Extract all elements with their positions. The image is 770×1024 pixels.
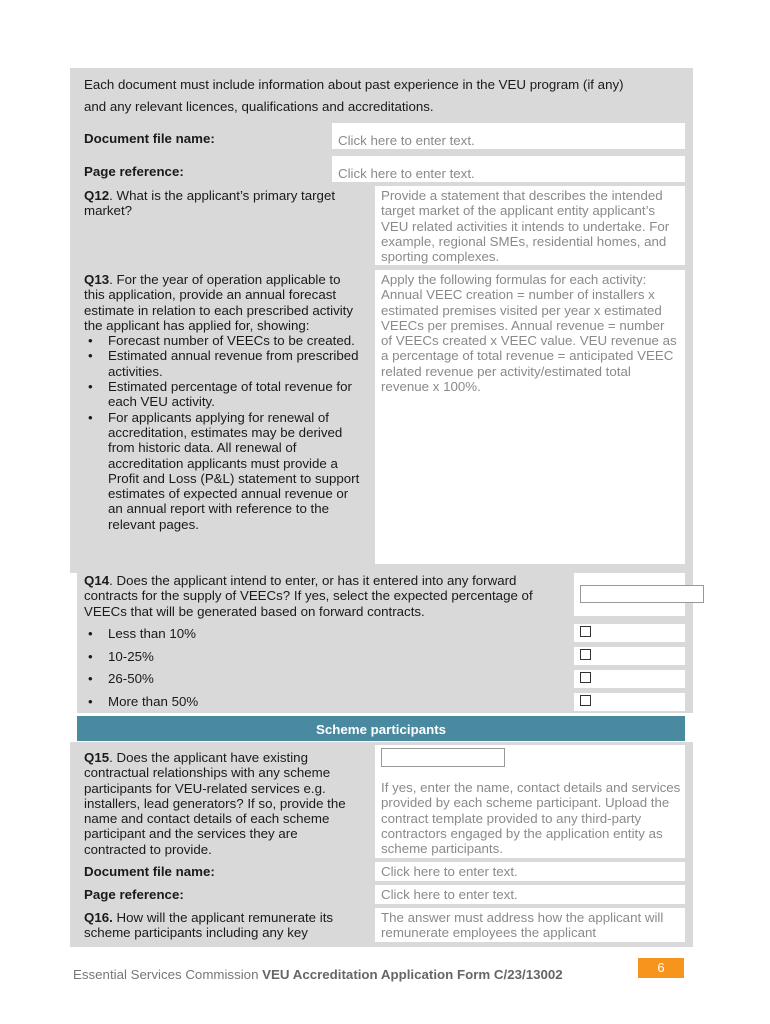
document-file-name-label: Document file name: [84,864,215,879]
q14-number: Q14 [84,573,110,588]
q16-question [84,910,364,941]
q14-option-label: • 10-25% [84,649,154,664]
q16-text: How will the applicant remunerate its scheme participants including any key [84,910,334,941]
document-file-name-field[interactable]: Click here to enter text. [332,123,685,149]
q14-option-label: • Less than 10% [84,626,196,641]
footer-form-title: VEU Accreditation Application Form C/23/13002 [262,967,563,982]
checkbox-icon [580,672,591,683]
q15-text: . Does the applicant have existing contractual relationships with any scheme participants for VEU-related services e.g. installers, lead generators? If so, provide the name and contact details of each scheme participant and the services they are contracted to provide. [84,750,346,857]
q14-option-checkbox[interactable] [574,624,685,642]
q13-question [84,272,364,532]
q13-bullet: • Forecast number of VEECs to be created. [84,333,364,348]
q13-text: . For the year of operation applicable to this application, provide an annual forecast estimate in relation to each prescribed activity the applicant has applied for, showing: [84,272,354,333]
page-reference-label: Page reference: [84,164,184,179]
intro-line-2: and any relevant licences, qualifications and accreditations. [84,99,434,114]
q13-bullet: • Estimated annual revenue from prescribed activities. [84,348,364,379]
q14-question [84,573,564,619]
q12-text: . What is the applicant’s primary target market? [84,188,336,219]
q13-number: Q13 [84,272,110,287]
checkbox-icon [580,695,591,706]
q15-guidance-text[interactable]: If yes, enter the name, contact details and services provided by each scheme participant. Upload the contract template provided to any third-party contractors engaged by the application entity as scheme participants. [381,780,681,857]
checkbox-icon [580,649,591,660]
q13-guidance-field[interactable]: Apply the following formulas for each activity: Annual VEEC creation = number of installers x estimated premises visited per year x estimated VEECs per premises. Annual revenue = number of VEECs created x VEEC value. VEU revenue as a percentage of total revenue = anticipated VEEC related revenue per activity/estimated total revenue x 100%. [375,270,685,564]
q14-option-label: • More than 50% [84,694,198,709]
q14-option-checkbox[interactable] [574,670,685,688]
q14-input-cell [574,573,685,616]
page-number-badge: 6 [638,958,684,978]
intro-line-1: Each document must include information about past experience in the VEU program (if any) [84,77,624,92]
q15-question [84,750,359,857]
q14-option-checkbox[interactable] [574,693,685,711]
footer-org: Essential Services Commission [73,967,263,982]
page-reference-field[interactable]: Click here to enter text. [375,885,685,904]
q12-number: Q12 [84,188,110,203]
q14-percentage-input[interactable] [580,585,704,603]
q12-guidance-field[interactable]: Provide a statement that describes the intended target market of the applicant entity applicant’s VEU related activities it intends to undertake. For example, regional SMEs, residential homes, and sporting complexes. [375,186,685,265]
section-title: Scheme participants [315,722,447,737]
q16-guidance-field[interactable]: The answer must address how the applicant will remunerate employees the applicant [375,908,685,942]
checkbox-icon [580,626,591,637]
footer-text [73,967,563,982]
q15-answer-cell [375,745,685,858]
q14-text: . Does the applicant intend to enter, or has it entered into any forward contracts for the supply of VEECs? If yes, select the expected percentage of VEECs that will be generated based on forward contracts. [84,573,533,619]
document-file-name-label: Document file name: [84,131,215,146]
q15-yes-no-input[interactable] [381,748,505,767]
page-reference-field[interactable]: Click here to enter text. [332,156,685,182]
q12-question [84,188,364,219]
q15-number: Q15 [84,750,110,765]
document-file-name-field[interactable]: Click here to enter text. [375,862,685,881]
q13-bullet: • Estimated percentage of total revenue for each VEU activity. [84,379,364,410]
q16-number: Q16. [84,910,113,925]
q14-option-label: • 26-50% [84,671,154,686]
q14-option-checkbox[interactable] [574,647,685,665]
q13-bullet: • For applicants applying for renewal of accreditation, estimates may be derived from historic data. All renewal of accreditation applicants must provide a Profit and Loss (P&L) statement to support estimates of expected annual revenue or an annual report with reference to the relevant pages. [84,410,364,532]
page-reference-label: Page reference: [84,887,184,902]
